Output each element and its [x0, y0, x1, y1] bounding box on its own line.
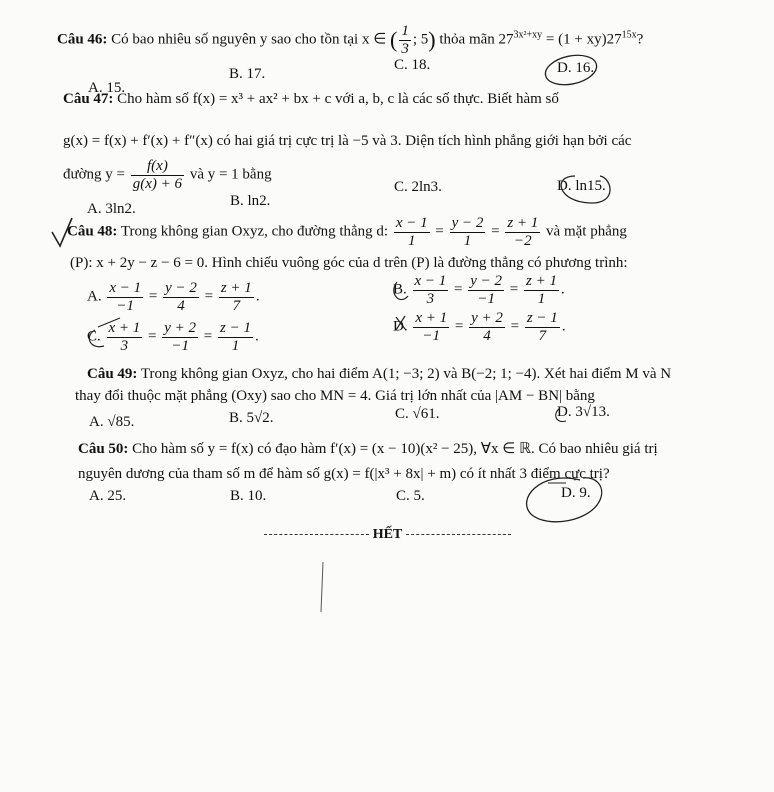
- q48a-f1-num: x − 1: [109, 280, 142, 296]
- question-50-text-1: Cho hàm số y = f(x) có đạo hàm f′(x) = (x − 10)(x² − 25), ∀x ∈ ℝ. Có bao nhiêu giá trị: [132, 441, 658, 457]
- question-46: Câu 46: Có bao nhiêu số nguyên y sao cho tồn tại x ∈ ( $\frac{1}{3}$ ; 5) thỏa mãn $27^{3x^2+xy} = (1 + xy)27^{15x}$?: [57, 23, 644, 57]
- q48b-f2-den: −1: [477, 290, 495, 307]
- q48b-f3-num: z + 1: [526, 273, 557, 289]
- question-50-label: Câu 50:: [78, 441, 129, 457]
- q46-option-b: B. 17.: [229, 66, 266, 82]
- q48a-f1-den: −1: [116, 297, 135, 314]
- q50-option-b: B. 10.: [230, 488, 267, 504]
- d-frac-2-num: y − 2: [451, 215, 484, 231]
- q47-option-d: D. ln15.: [557, 178, 606, 194]
- d-frac-1-den: 1: [407, 232, 416, 249]
- q48c-f3-num: z − 1: [220, 320, 251, 336]
- q48-option-c-letter: C.: [87, 328, 101, 345]
- question-46-exp-2: 15x: [621, 29, 637, 41]
- question-49-label: Câu 49:: [87, 366, 138, 382]
- q48b-f1-den: 3: [426, 290, 435, 307]
- question-49-line-1: [87, 365, 671, 383]
- q50-option-c: C. 5.: [396, 488, 425, 504]
- q49-option-b: B. 5√2.: [229, 410, 274, 426]
- q48c-f1-den: 3: [120, 337, 129, 354]
- question-50-line-1: [78, 440, 658, 458]
- q48b-f3-den: 1: [537, 290, 546, 307]
- question-46-text-1: Có bao nhiêu số nguyên y sao cho tồn tại x ∈: [111, 31, 387, 48]
- q49-option-a: A. √85.: [89, 414, 135, 430]
- q50-option-a: A. 25.: [89, 488, 127, 504]
- question-48-text-1b: và mặt phẳng: [546, 223, 627, 240]
- q50-option-d: D. 9.: [561, 485, 591, 501]
- q47-option-a: A. 3ln2.: [87, 201, 136, 217]
- q48a-f2-num: y − 2: [165, 280, 197, 296]
- question-47-text-1: Cho hàm số f(x) = x³ + ax² + bx + c với a, b, c là các số thực. Biết hàm số: [117, 91, 559, 107]
- q48-option-b-letter: B.: [393, 281, 407, 298]
- question-50-line-2: nguyên dương của tham số m để hàm số g(x) = f(|x³ + 8x| + m) có ít nhất 3 điểm cực trị?: [78, 466, 610, 482]
- end-text: HẾT: [372, 527, 403, 542]
- q48-option-c: C. $\frac{x + 1}{3}$ = $\frac{y + 2}{-1}$ = $\frac{z - 1}{1}$ .: [87, 320, 259, 354]
- question-47-text-3a: đường y =: [63, 166, 126, 183]
- q48b-f1-num: x − 1: [414, 273, 447, 289]
- q48a-f3-den: 7: [232, 297, 241, 314]
- question-47-line-2: g(x) = f(x) + f′(x) + f″(x) có hai giá trị cực trị là −5 và 3. Diện tích hình phẳng giới hạn bởi các: [63, 133, 632, 149]
- d-frac-3-den: −2: [514, 232, 532, 249]
- q48c-f1-num: x + 1: [108, 320, 141, 336]
- question-49-text-1: Trong không gian Oxyz, cho hai điểm A(1; −3; 2) và B(−2; 1; −4). Xét hai điểm M và N: [140, 366, 672, 382]
- q48a-f3-num: z + 1: [220, 280, 252, 296]
- q46-option-c: C. 18.: [394, 57, 431, 73]
- question-46-text-2: thỏa mãn 27: [439, 31, 514, 48]
- q48d-f3-num: z − 1: [526, 310, 558, 326]
- question-47-line-1: [63, 90, 559, 108]
- end-marker: [245, 527, 530, 543]
- question-46-text-3: = (1 + xy)27: [545, 31, 622, 48]
- q48d-f2-den: 4: [483, 327, 491, 344]
- d-frac-2-den: 1: [463, 232, 472, 249]
- d-frac-1-num: x − 1: [395, 215, 428, 231]
- question-48-line-2: (P): x + 2y − z − 6 = 0. Hình chiếu vuông góc của d trên (P) là đường thẳng có phương trình:: [70, 255, 628, 271]
- q48-option-d-letter: D.: [393, 318, 408, 335]
- question-48-label: Câu 48:: [67, 223, 118, 240]
- q48d-f3-den: 7: [538, 327, 547, 344]
- q47-option-c: C. 2ln3.: [394, 179, 442, 195]
- question-47-text-3b: và y = 1 bằng: [189, 166, 272, 183]
- question-49-line-2: thay đổi thuộc mặt phẳng (Oxy) sao cho MN = 4. Giá trị lớn nhất của |AM − BN| bằng: [75, 388, 595, 404]
- q48c-f3-den: 1: [231, 337, 240, 354]
- q48b-f2-num: y − 2: [470, 273, 503, 289]
- q48-option-b: B. $\frac{x - 1}{3}$ = $\frac{y - 2}{-1}$ = $\frac{z + 1}{1}$ .: [393, 273, 565, 307]
- q48-option-a: A. $\frac{x - 1}{-1}$ = $\frac{y - 2}{4}$ = $\frac{z + 1}{7}$ .: [87, 280, 260, 314]
- q47-frac-num: f(x): [131, 158, 184, 176]
- q48d-f1-den: −1: [422, 327, 441, 344]
- q48d-f2-num: y + 2: [471, 310, 503, 326]
- q47-frac-den: g(x) + 6: [132, 175, 183, 192]
- question-46-label: Câu 46:: [57, 31, 108, 48]
- question-46-text-4: ?: [636, 31, 644, 48]
- interval-fraction: $\frac{1}{3}$: [401, 23, 409, 57]
- question-46-exp-1: 3x²+xy: [513, 29, 543, 41]
- q46-option-a: A. 15.: [88, 80, 126, 96]
- d-frac-3-num: z + 1: [507, 215, 539, 231]
- question-48-text-1a: Trong không gian Oxyz, cho đường thẳng d:: [120, 223, 389, 240]
- q49-option-c: C. √61.: [395, 406, 440, 422]
- q46-option-d: D. 16.: [557, 60, 595, 76]
- q48a-f2-den: 4: [177, 297, 185, 314]
- q48c-f2-num: y + 2: [164, 320, 197, 336]
- q48-option-d: D. $\frac{x + 1}{-1}$ = $\frac{y + 2}{4}$ = $\frac{z - 1}{7}$ .: [393, 310, 566, 344]
- question-48-line-1: Câu 48: Trong không gian Oxyz, cho đường thẳng d: $\frac{x - 1}{1}$ = $\frac{y - 2}{1}$ = $\frac{z + 1}{-2}$ và mặt phẳng: [67, 215, 627, 249]
- q48c-f2-den: −1: [171, 337, 189, 354]
- q49-option-d: D. 3√13.: [557, 404, 610, 420]
- q47-option-b: B. ln2.: [230, 193, 271, 209]
- q48-option-a-letter: A.: [87, 288, 102, 305]
- question-47-label: Câu 47:: [63, 91, 114, 107]
- question-47-line-3: [63, 158, 272, 192]
- q48d-f1-num: x + 1: [415, 310, 448, 326]
